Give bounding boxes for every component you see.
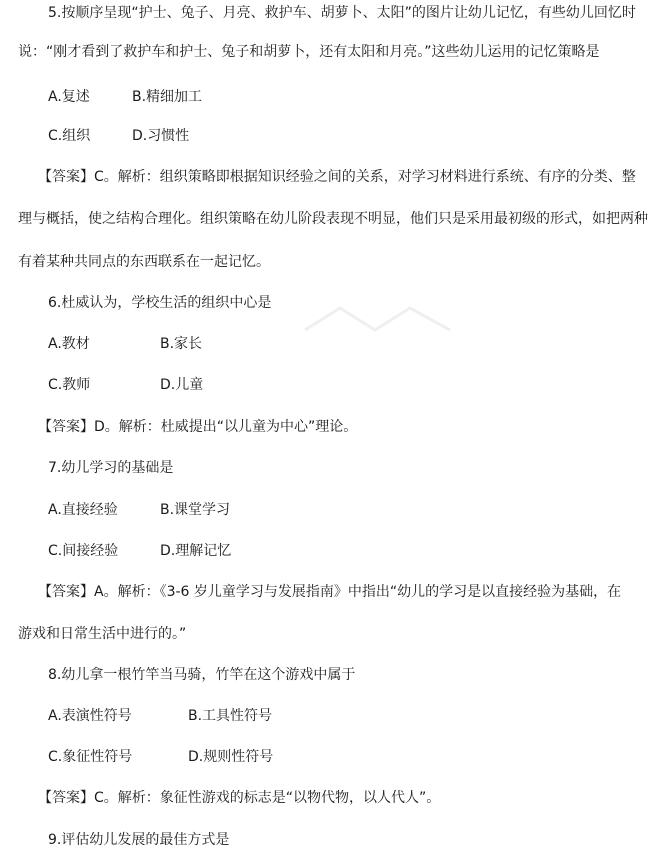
q8-option-c: C.象征性符号 bbox=[48, 749, 133, 765]
q5-option-b: B.精细加工 bbox=[132, 89, 203, 105]
q5-option-c: C.组织 bbox=[48, 128, 91, 144]
q6-option-b: B.家长 bbox=[160, 336, 203, 352]
q7-option-b: B.课堂学习 bbox=[160, 502, 231, 518]
q6-stem: 6.杜威认为，学校生活的组织中心是 bbox=[48, 295, 272, 311]
q5-stem-line1: 5.按顺序呈现“护士、兔子、月亮、救护车、胡萝卜、太阳”的图片让幼儿记忆，有些幼儿回忆时 bbox=[48, 5, 636, 21]
q8-option-d: D.规则性符号 bbox=[188, 749, 274, 765]
q5-stem-line2: 说：“刚才看到了救护车和护士、兔子和胡萝卜，还有太阳和月亮。”这些幼儿运用的记忆策略是 bbox=[18, 44, 600, 60]
q5-option-a: A.复述 bbox=[48, 89, 90, 105]
q6-option-d: D.儿童 bbox=[160, 377, 204, 393]
q5-answer-line2: 理与概括，使之结构合理化。组织策略在幼儿阶段表现不明显，他们只是采用最初级的形式，如把两种 bbox=[18, 211, 648, 227]
q5-option-d: D.习惯性 bbox=[132, 128, 190, 144]
q8-option-a: A.表演性符号 bbox=[48, 708, 132, 724]
q6-option-c: C.教师 bbox=[48, 377, 91, 393]
q6-answer: 【答案】D。解析：杜威提出“以儿童为中心”理论。 bbox=[38, 419, 358, 435]
q8-answer: 【答案】C。解析：象征性游戏的标志是“以物代物，以人代人”。 bbox=[38, 790, 441, 806]
q7-option-a: A.直接经验 bbox=[48, 502, 118, 518]
q7-answer-line2: 游戏和日常生活中进行的。” bbox=[18, 626, 187, 642]
q8-stem: 8.幼儿拿一根竹竿当马骑，竹竿在这个游戏中属于 bbox=[48, 667, 356, 683]
q5-answer-line3: 有着某种共同点的东西联系在一起记忆。 bbox=[18, 254, 270, 270]
q7-option-d: D.理解记忆 bbox=[160, 543, 232, 559]
q7-answer-line1: 【答案】A。解析：《3-6 岁儿童学习与发展指南》中指出“幼儿的学习是以直接经验为基础，在 bbox=[38, 584, 622, 600]
q7-stem: 7.幼儿学习的基础是 bbox=[48, 460, 174, 476]
watermark-graphic bbox=[300, 300, 460, 340]
q7-option-c: C.间接经验 bbox=[48, 543, 119, 559]
q9-stem: 9.评估幼儿发展的最佳方式是 bbox=[48, 832, 230, 848]
q6-option-a: A.教材 bbox=[48, 336, 90, 352]
q5-answer-line1: 【答案】C。解析：组织策略即根据知识经验之间的关系，对学习材料进行系统、有序的分类、整 bbox=[38, 169, 636, 185]
q8-option-b: B.工具性符号 bbox=[188, 708, 273, 724]
